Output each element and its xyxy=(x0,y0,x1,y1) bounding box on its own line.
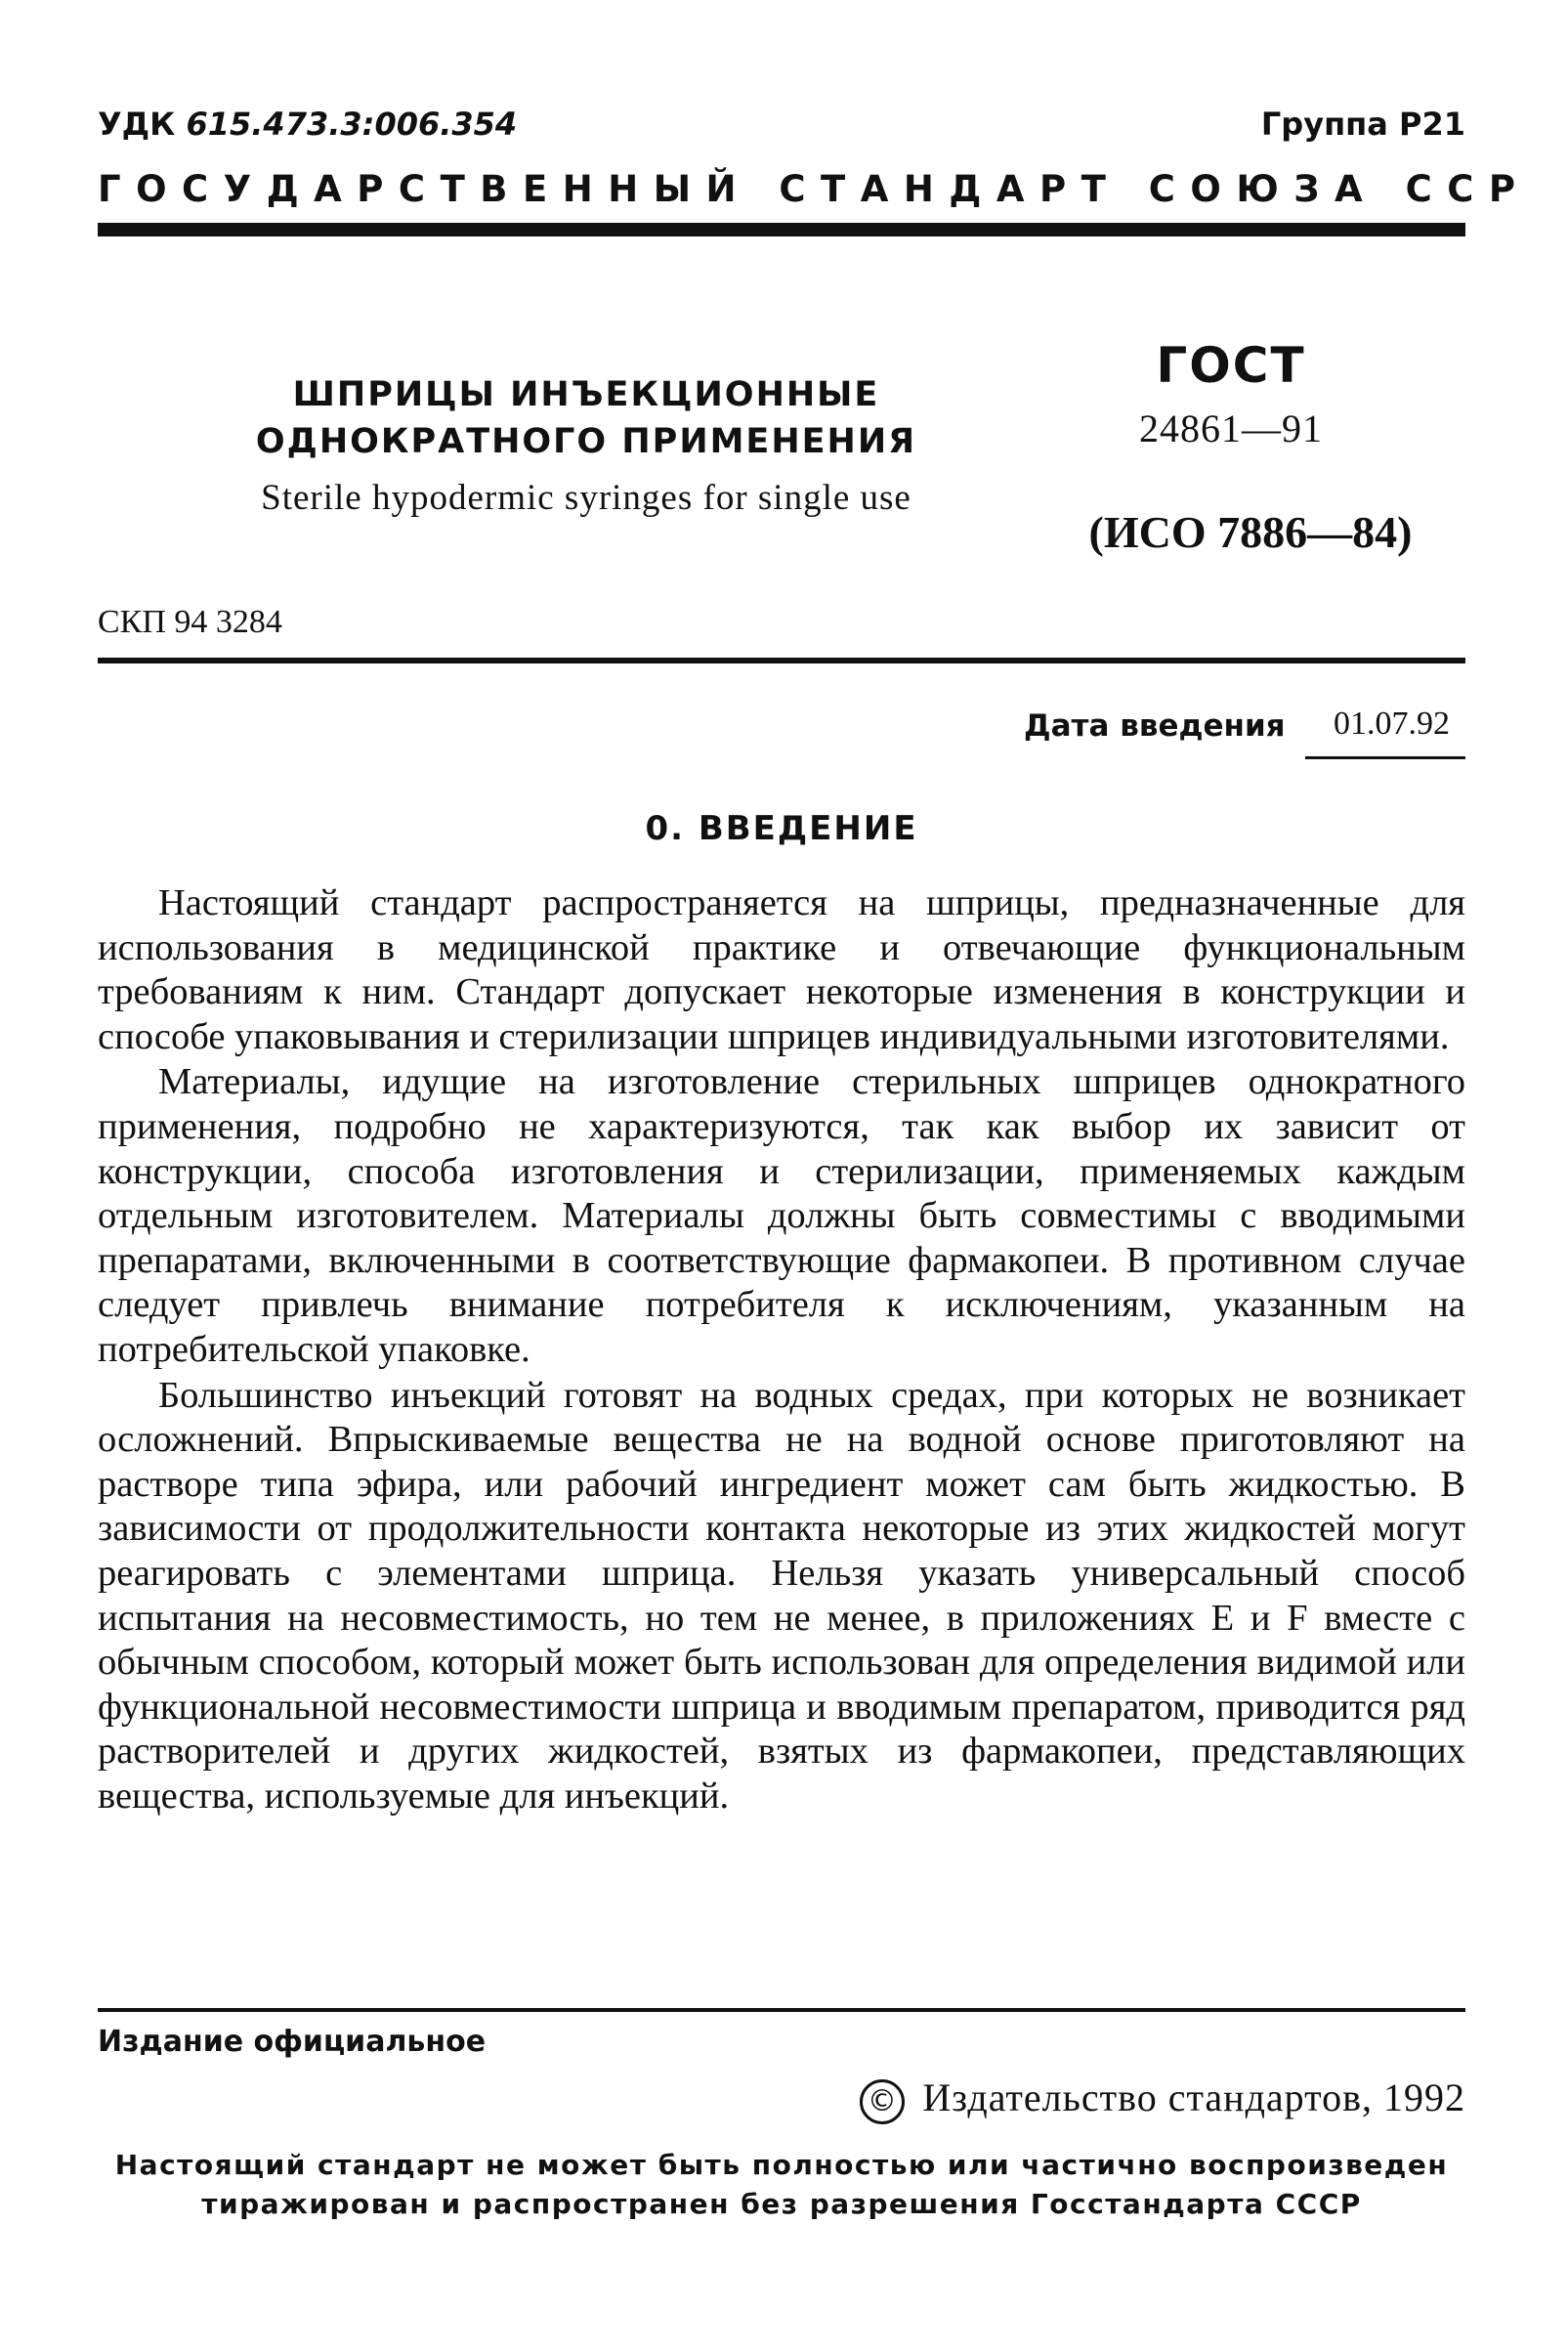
edition-label: Издание официальное xyxy=(98,2025,487,2059)
title-rule xyxy=(98,658,1465,663)
skp-code: СКП 94 3284 xyxy=(98,604,282,640)
title-line-2: ОДНОКРАТНОГО ПРИМЕНЕНИЯ xyxy=(255,422,917,461)
footer-rule xyxy=(98,2008,1465,2012)
title-line-1: ШПРИЦЫ ИНЪЕКЦИОННЫЕ xyxy=(292,375,880,414)
section-heading: 0. ВВЕДЕНИЕ xyxy=(645,809,918,848)
udk-label: УДК xyxy=(98,106,176,143)
udk-code xyxy=(98,106,517,143)
notice-line-2: тиражирован и распространен без разрешения Госстандарта СССР xyxy=(201,2188,1362,2220)
gost-label: ГОСТ xyxy=(1156,337,1306,394)
paragraph: Большинство инъекций готовят на водных средах, при которых не возникает осложнений. Впрыскиваемые вещества не на водной основе приготовляют на растворе типа эфира, или рабочий ингредиент может сам быть жидкостью. В зависимости от продолжительности контакта некоторые из этих жидкостей могут реагировать с элементами шприца. Нельзя указать универсальный способ испытания на несовместимость, но тем не менее, в приложениях Е и F вместе с обычным способом, который может быть использован для определения видимой или функциональной несовместимости шприца и вводимым препаратом, приводится ряд растворителей и других жидкостей, взятых из фармакопеи, представляющих вещества, используемые для инъекций. xyxy=(98,1374,1465,1817)
notice-line-1: Настоящий стандарт не может быть полностью или частично воспроизведен xyxy=(114,2149,1449,2181)
intro-body xyxy=(98,881,1465,1819)
date-underline xyxy=(1305,756,1465,759)
gost-number: 24861—91 xyxy=(1139,406,1323,450)
copyright-text: Издательство стандартов, 1992 xyxy=(922,2075,1465,2119)
title-english: Sterile hypodermic syringes for single use xyxy=(261,478,911,518)
reproduction-notice xyxy=(98,2146,1465,2224)
copyright-line xyxy=(860,2074,1465,2124)
document-title xyxy=(254,371,918,465)
date-label: Дата введения xyxy=(1024,708,1286,744)
date-value: 01.07.92 xyxy=(1334,706,1450,742)
header-rule xyxy=(98,223,1465,236)
group-code: Группа Р21 xyxy=(1260,106,1465,143)
udk-number: 615.473.3:006.354 xyxy=(186,106,518,143)
copyright-icon: © xyxy=(860,2079,905,2124)
paragraph: Настоящий стандарт распространяется на шприцы, предназначенные для использования в медицинской практике и отвечающие функциональным требованиям к ним. Стандарт допускает некоторые изменения в конструкции и способе упаковывания и стерилизации шприцев индивидуальными изготовителями. xyxy=(98,882,1465,1057)
paragraph: Материалы, идущие на изготовление стерильных шприцев однократного применения, подробно не характеризуются, так как выбор их зависит от конструкции, способа изготовления и стерилизации, применяемых каждым отдельным изготовителем. Материалы должны быть совместимы с вводимыми препаратами, включенными в соответствующие фармакопеи. В противном случае следует привлечь внимание потребителя к исключениям, указанным на потребительской упаковке. xyxy=(98,1061,1465,1370)
iso-reference: (ИСО 7886—84) xyxy=(1088,507,1413,557)
state-standard-banner: ГОСУДАРСТВЕННЫЙ СТАНДАРТ СОЮЗА ССР xyxy=(98,168,1531,210)
